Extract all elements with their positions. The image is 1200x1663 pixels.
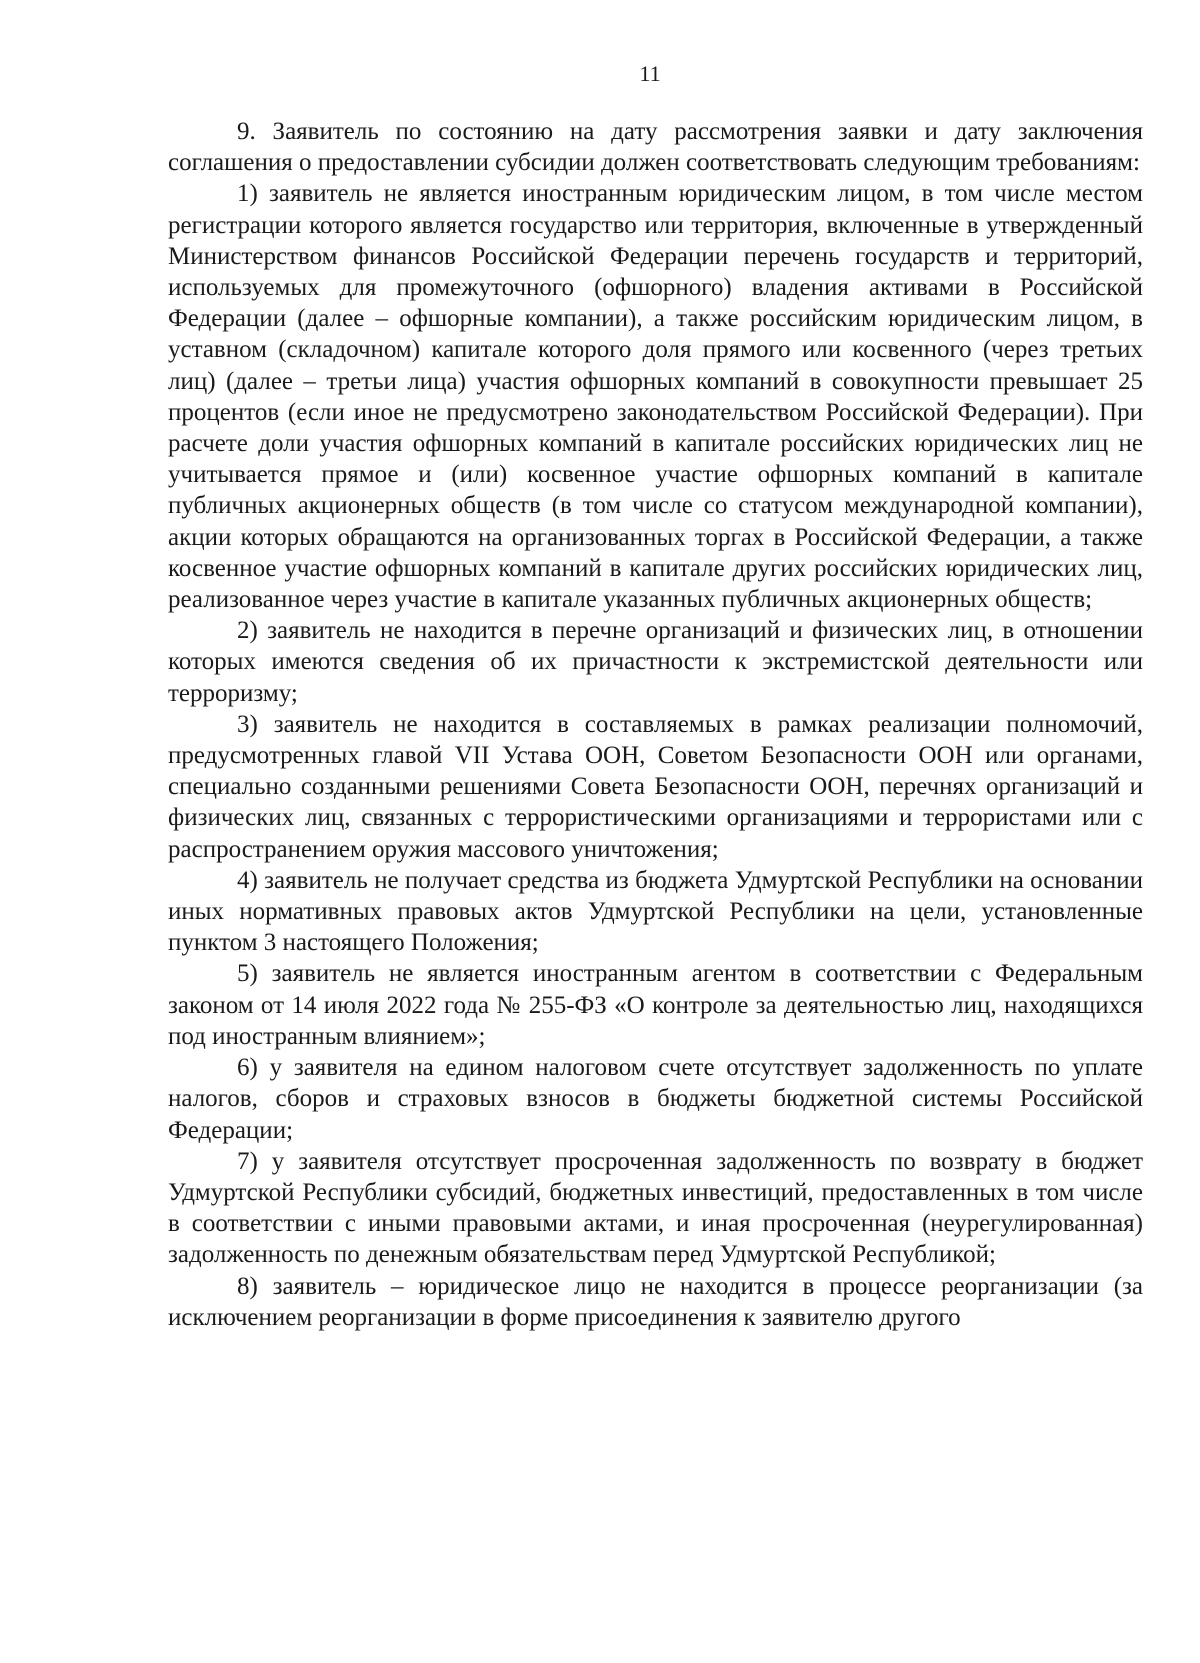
paragraph-subitem-7: 7) у заявителя отсутствует просроченная задолженность по возврату в бюджет Удмуртской Республики субсидий, бюджетных инвестиций, предоставленных в том числе в соответствии с иными правовыми актами, и иная просроченная (неурегулированная) задолженность по денежным обязательствам перед Удмуртской Республикой;	[168, 1147, 1143, 1269]
document-body	[168, 116, 1143, 1333]
paragraph-subitem-5: 5) заявитель не является иностранным агентом в соответствии с Федеральным законом от 14 июля 2022 года № 255-ФЗ «О контроле за деятельностью лиц, находящихся под иностранным влиянием»;	[168, 960, 1143, 1050]
paragraph-subitem-8: 8) заявитель – юридическое лицо не находится в процессе реорганизации (за исключением реорганизации в форме присоединения к заявителю другого	[168, 1272, 1143, 1331]
paragraph-subitem-6: 6) у заявителя на едином налоговом счете отсутствует задолженность по уплате налогов, сборов и страховых взносов в бюджеты бюджетной системы Российской Федерации;	[168, 1054, 1143, 1144]
paragraph-subitem-4: 4) заявитель не получает средства из бюджета Удмуртской Республики на основании иных нормативных правовых актов Удмуртской Республики на цели, установленные пунктом 3 настоящего Положения;	[168, 866, 1143, 957]
paragraph-item-9: 9. Заявитель по состоянию на дату рассмотрения заявки и дату заключения соглашения о предоставлении субсидии должен соответствовать следующим требованиям:	[168, 118, 1143, 177]
page-number: 11	[639, 61, 661, 86]
paragraph-subitem-1: 1) заявитель не является иностранным юридическим лицом, в том числе местом регистрации которого является государство или территория, включенные в утвержденный Министерством финансов Российской Федерации перечень государств и территорий, используемых для промежуточного (офшорного) владения активами в Российской Федерации (далее – офшорные компании), а также российским юридическим лицом, в уставном (складочном) капитале которого доля прямого или косвенного (через третьих лиц) (далее – третьи лица) участия офшорных компаний в совокупности превышает 25 процентов (если иное не предусмотрено законодательством Российской Федерации). При расчете доли участия офшорных компаний в капитале российских юридических лиц не учитывается прямое и (или) косвенное участие офшорных компаний в капитале публичных акционерных обществ (в том числе со статусом международной компании), акции которых обращаются на организованных торгах в Российской Федерации, а также косвенное участие офшорных компаний в капитале других российских юридических лиц, реализованное через участие в капитале указанных публичных акционерных обществ;	[168, 180, 1143, 614]
paragraph-subitem-3: 3) заявитель не находится в составляемых в рамках реализации полномочий, предусмотренных главой VII Устава ООН, Советом Безопасности ООН или органами, специально созданными решениями Совета Безопасности ООН, перечнях организаций и физических лиц, связанных с террористическими организациями и террористами или с распространением оружия массового уничтожения;	[168, 710, 1143, 863]
paragraph-subitem-2: 2) заявитель не находится в перечне организаций и физических лиц, в отношении которых имеются сведения об их причастности к экстремистской деятельности или терроризму;	[168, 617, 1143, 707]
